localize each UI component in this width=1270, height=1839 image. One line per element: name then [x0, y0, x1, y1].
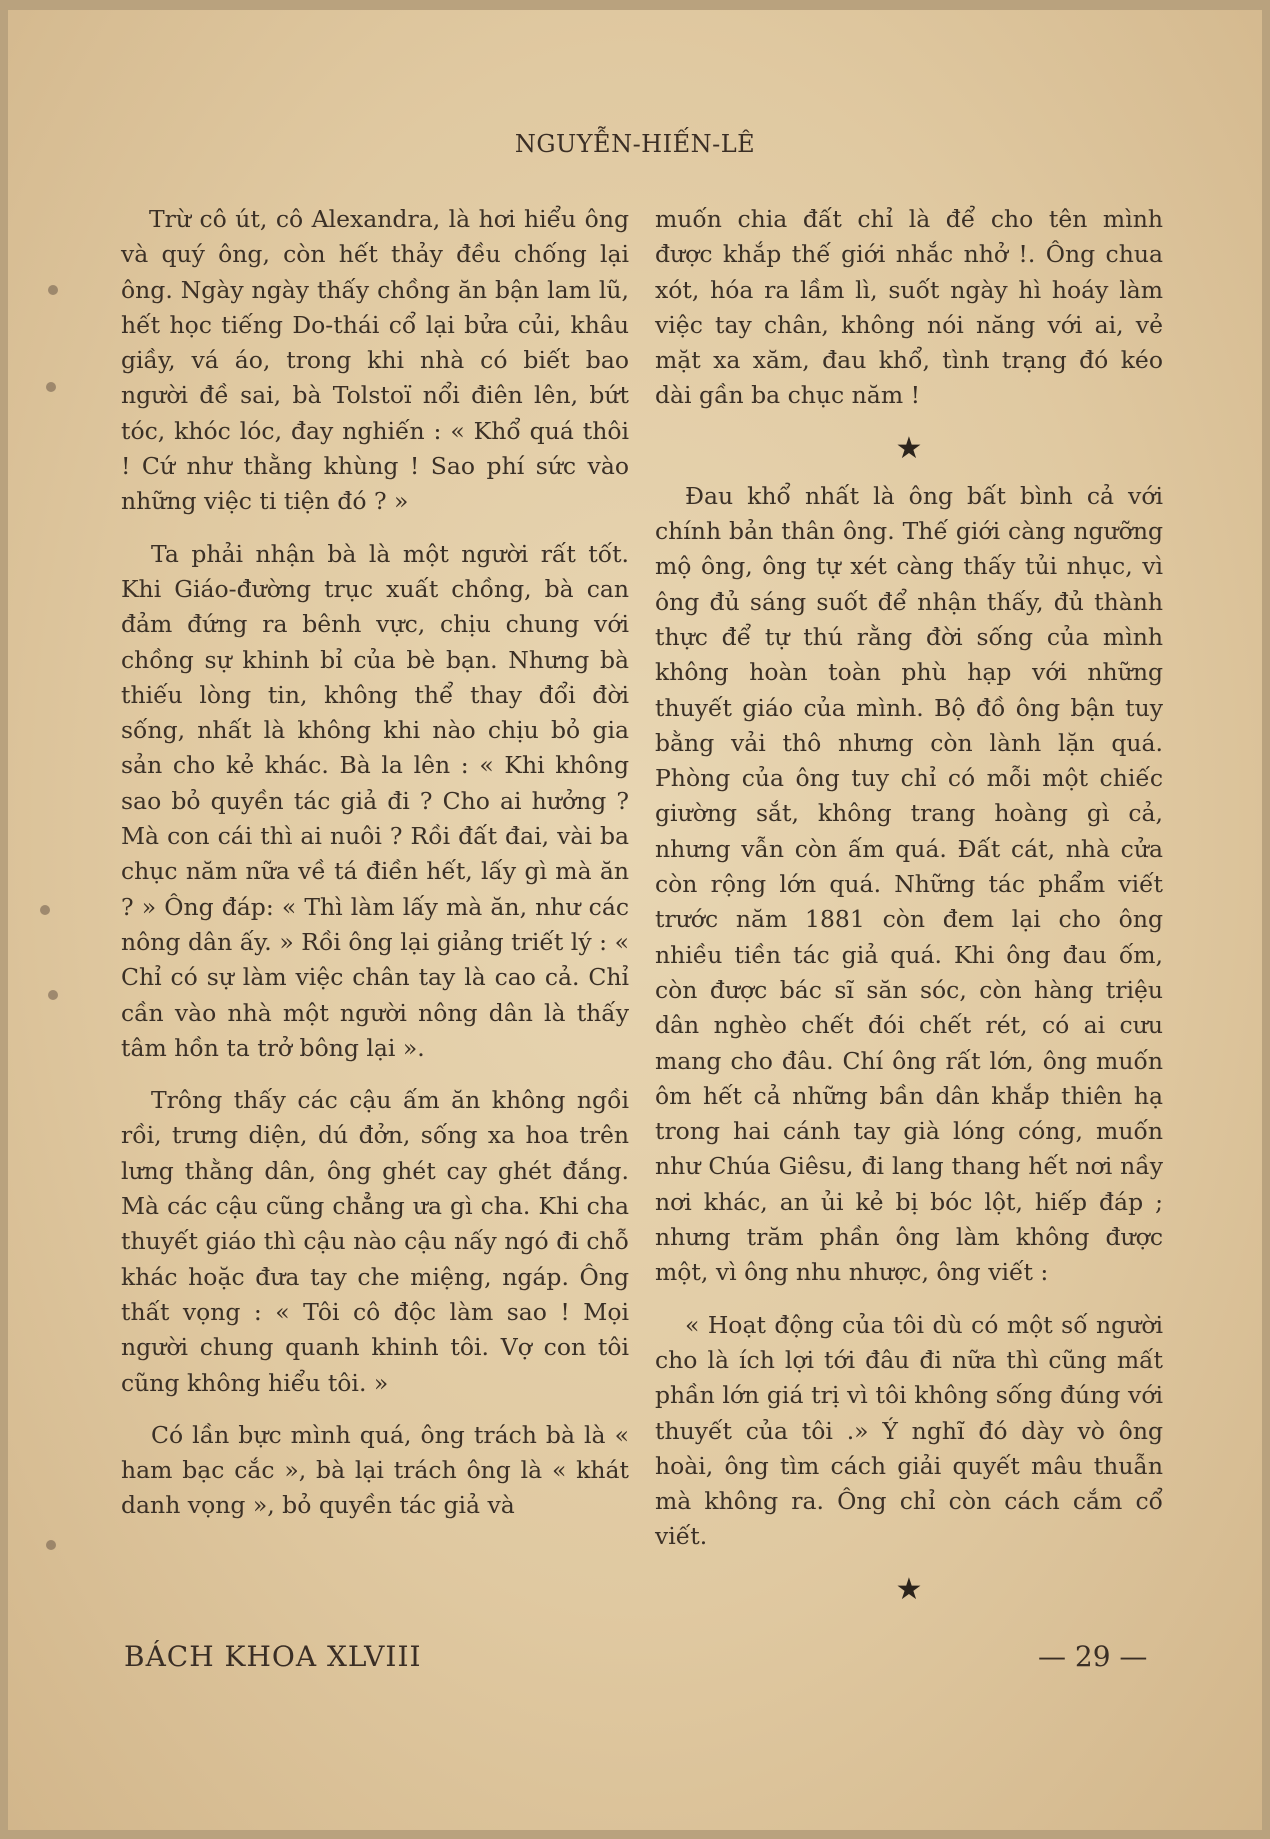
binding-hole-mark [46, 1540, 56, 1550]
right-paragraph-1: muốn chia đất chỉ là để cho tên mình được khắp thế giới nhắc nhở !. Ông chua xót, hóa ra lầm lì, suốt ngày hì hoáy làm việc tay chân, không nói năng với ai, vẻ mặt xa xăm, đau khổ, tình trạng đó kéo dài gần ba chục năm ! [655, 205, 1163, 410]
section-star-divider: ★ [895, 430, 923, 466]
binding-hole-mark [46, 382, 56, 392]
left-column [121, 202, 629, 1541]
right-paragraph-2: Đau khổ nhất là ông bất bình cả với chính bản thân ông. Thế giới càng ngưỡng mộ ông, ông tự xét càng thấy tủi nhục, vì ông đủ sáng suốt để nhận thấy, đủ thành thực để tự thú rằng đời sống của mình không hoàn toàn phù hạp với những thuyết giáo của mình. Bộ đồ ông bận tuy bằng vải thô nhưng còn lành lặn quá. Phòng của ông tuy chỉ có mỗi một chiếc giường sắt, không trang hoàng gì cả, nhưng vẫn còn ấm quá. Đất cát, nhà cửa còn rộng lớn quá. Những tác phẩm viết trước năm 1881 còn đem lại cho ông nhiều tiền tác giả quá. Khi ông đau ốm, còn được bác sĩ săn sóc, còn hàng triệu dân nghèo chết đói chết rét, có ai cưu mang cho đâu. Chí ông rất lớn, ông muốn ôm hết cả những bần dân khắp thiên hạ trong hai cánh tay già lóng cóng, muốn như Chúa Giêsu, đi lang thang hết nơi nầy nơi khác, an ủi kẻ bị bóc lột, hiếp đáp ; nhưng trăm phần ông làm không được một, vì ông nhu nhược, ông viết : [655, 481, 1163, 1287]
right-column [655, 202, 1163, 1620]
right-paragraph-3: « Hoạt động của tôi dù có một số người cho là ích lợi tới đâu đi nữa thì cũng mất phần lớn giá trị vì tôi không sống đúng với thuyết của tôi .» Ý nghĩ đó dày vò ông hoài, ông tìm cách giải quyết mâu thuẫn mà không ra. Ông chỉ còn cách cắm cổ viết. [655, 1310, 1163, 1551]
end-star-divider: ★ [895, 1571, 923, 1607]
binding-hole-mark [48, 990, 58, 1000]
binding-hole-mark [48, 285, 58, 295]
left-paragraph-1: Trừ cô út, cô Alexandra, là hơi hiểu ông và quý ông, còn hết thảy đều chống lại ông. Ngày ngày thấy chồng ăn bận lam lũ, hết học tiếng Do-thái cổ lại bửa củi, khâu giầy, vá áo, trong khi nhà có biết bao người đề sai, bà Tolstoï nổi điên lên, bứt tóc, khóc lóc, đay nghiến : « Khổ quá thôi ! Cứ như thằng khùng ! Sao phí sức vào những việc ti tiện đó ? » [121, 205, 629, 516]
binding-hole-mark [40, 905, 50, 915]
left-paragraph-3: Trông thấy các cậu ấm ăn không ngồi rồi, trưng diện, dú đởn, sống xa hoa trên lưng thằng dân, ông ghét cay ghét đắng. Mà các cậu cũng chẳng ưa gì cha. Khi cha thuyết giáo thì cậu nào cậu nấy ngó đi chỗ khác hoặc đưa tay che miệng, ngáp. Ông thất vọng : « Tôi cô độc làm sao ! Mọi người chung quanh khinh tôi. Vợ con tôi cũng không hiểu tôi. » [121, 1086, 629, 1397]
left-paragraph-2: Ta phải nhận bà là một người rất tốt. Khi Giáo-đường trục xuất chồng, bà can đảm đứng ra bênh vực, chịu chung với chồng sự khinh bỉ của bè bạn. Nhưng bà thiếu lòng tin, không thể thay đổi đời sống, nhất là không khi nào chịu bỏ gia sản cho kẻ khác. Bà la lên : « Khi không sao bỏ quyền tác giả đi ? Cho ai hưởng ? Mà con cái thì ai nuôi ? Rồi đất đai, vài ba chục năm nữa về tá điền hết, lấy gì mà ăn ? » Ông đáp: « Thì làm lấy mà ăn, như các nông dân ấy. » Rồi ông lại giảng triết lý : « Chỉ có sự làm việc chân tay là cao cả. Chỉ cần vào nhà một người nông dân là thấy tâm hồn ta trở bông lại ». [121, 539, 629, 1062]
footer-publication: BÁCH KHOA XLVIII [124, 1640, 422, 1673]
footer-page-number: — 29 — [1038, 1640, 1148, 1673]
document-page [8, 10, 1262, 1830]
page-header-author: NGUYỄN-HIẾN-LÊ [514, 130, 756, 158]
left-paragraph-4: Có lần bực mình quá, ông trách bà là « ham bạc cắc », bà lại trách ông là « khát danh vọng », bỏ quyền tác giả và [121, 1420, 629, 1520]
